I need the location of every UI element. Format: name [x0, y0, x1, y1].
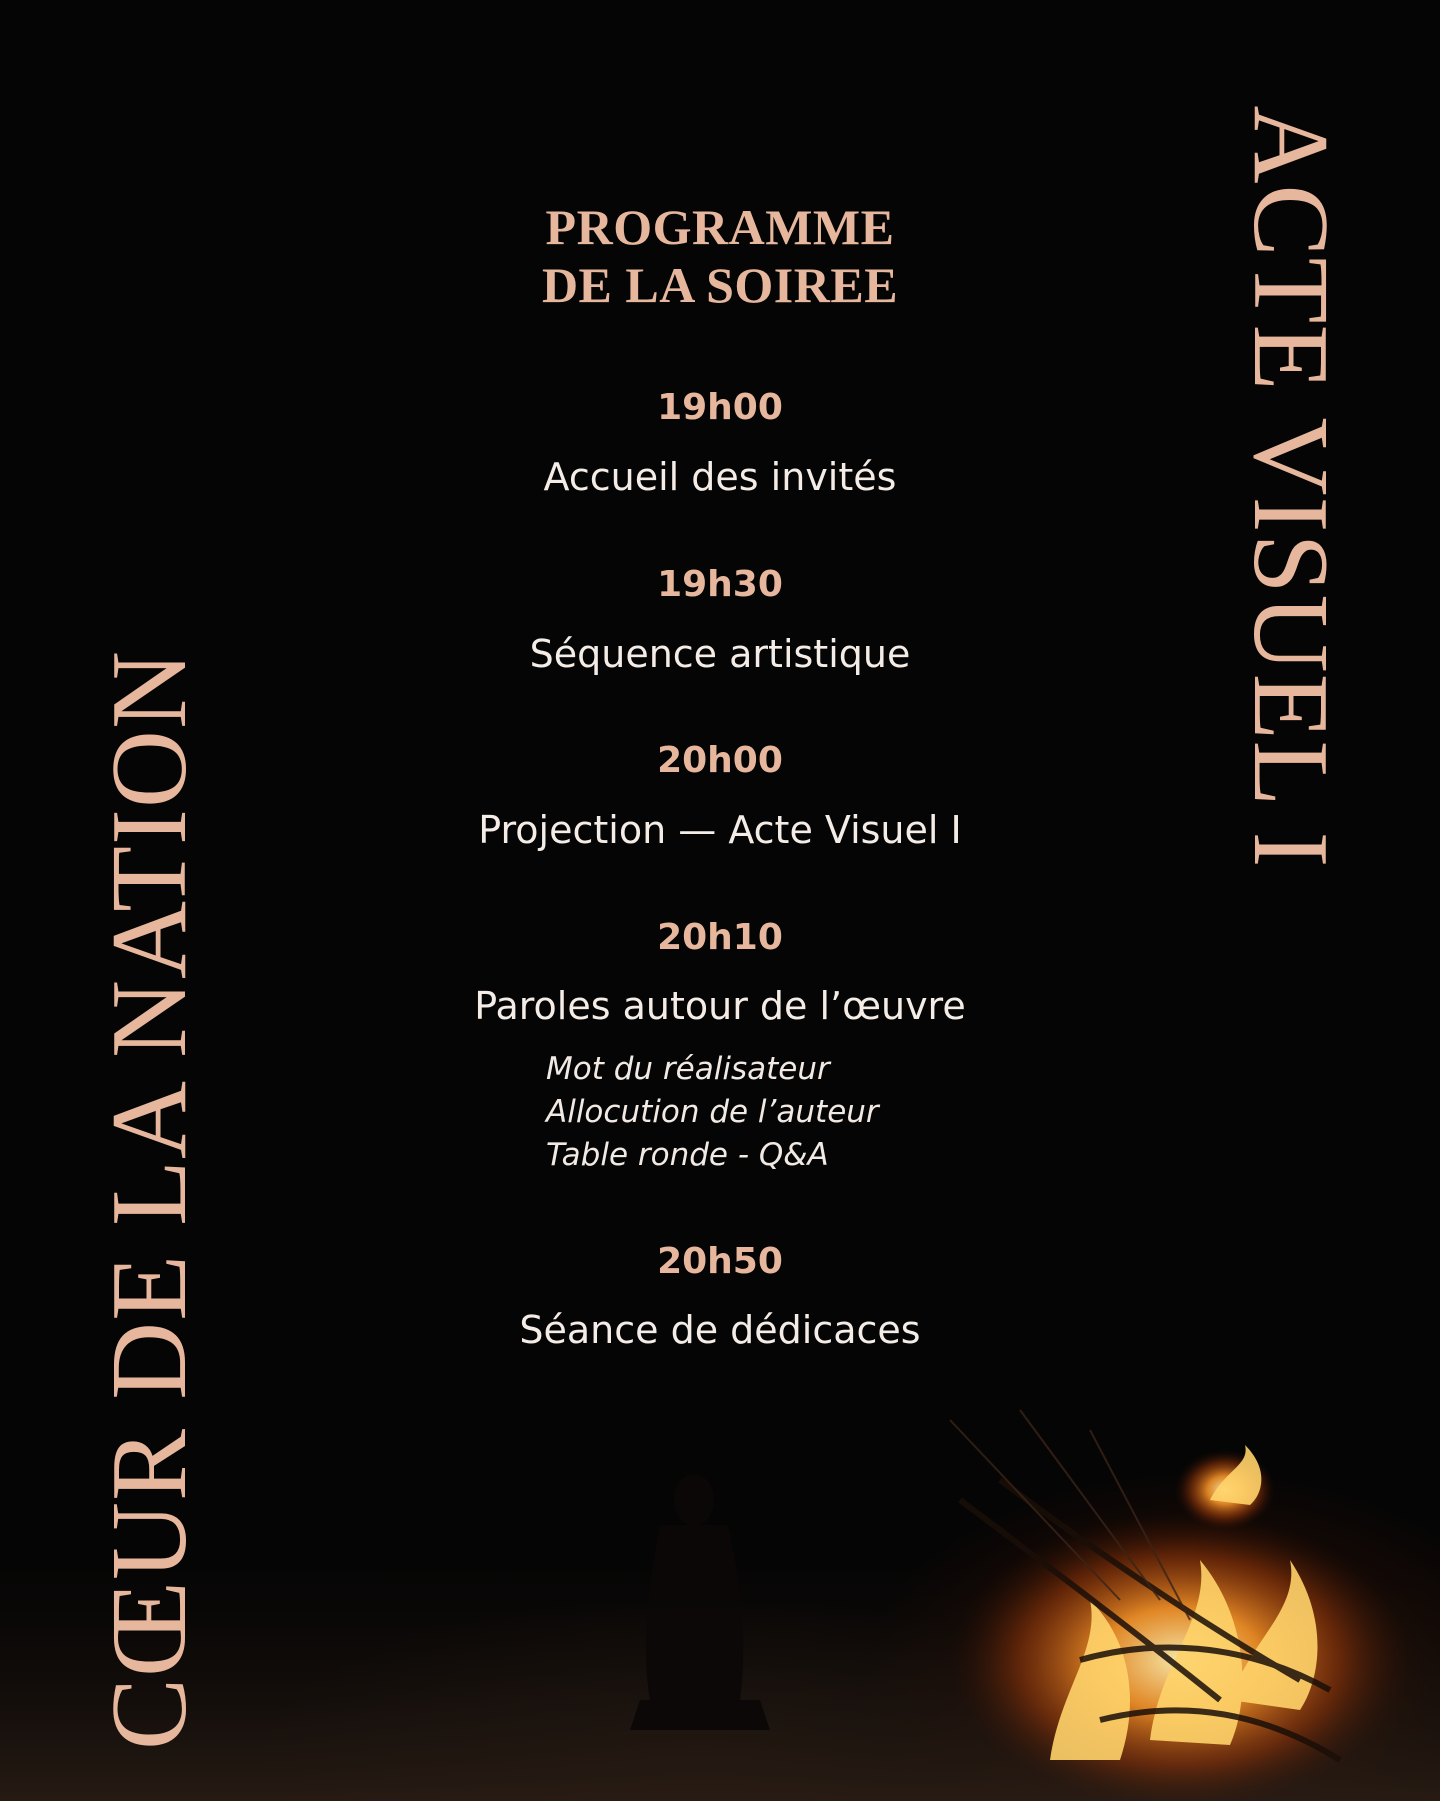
program-heading-line-2: DE LA SOIREE	[541, 257, 899, 313]
program-time: 20h50	[657, 1241, 783, 1282]
program-heading-line-1: PROGRAMME	[545, 199, 895, 255]
program-detail-item: Allocution de l’auteur	[546, 1094, 879, 1130]
program-time: 19h30	[657, 564, 783, 605]
program-label: Paroles autour de l’œuvre	[474, 984, 966, 1028]
program-time: 20h10	[657, 917, 783, 958]
program-label: Séquence artistique	[529, 632, 911, 676]
program-details-list	[546, 1048, 879, 1177]
program-label: Projection — Acte Visuel I	[478, 808, 962, 852]
left-vertical-title: CŒUR DE LA NATION	[90, 649, 209, 1751]
program-detail-item: Mot du réalisateur	[546, 1051, 830, 1087]
program-detail-item: Table ronde - Q&A	[546, 1137, 829, 1173]
program-heading	[470, 198, 970, 314]
program-label: Accueil des invités	[543, 455, 897, 499]
program-time: 19h00	[657, 387, 783, 428]
right-vertical-title: ACTE VISUEL I	[1231, 105, 1350, 869]
program-time: 20h00	[657, 740, 783, 781]
program-label: Séance de dédicaces	[519, 1308, 921, 1352]
